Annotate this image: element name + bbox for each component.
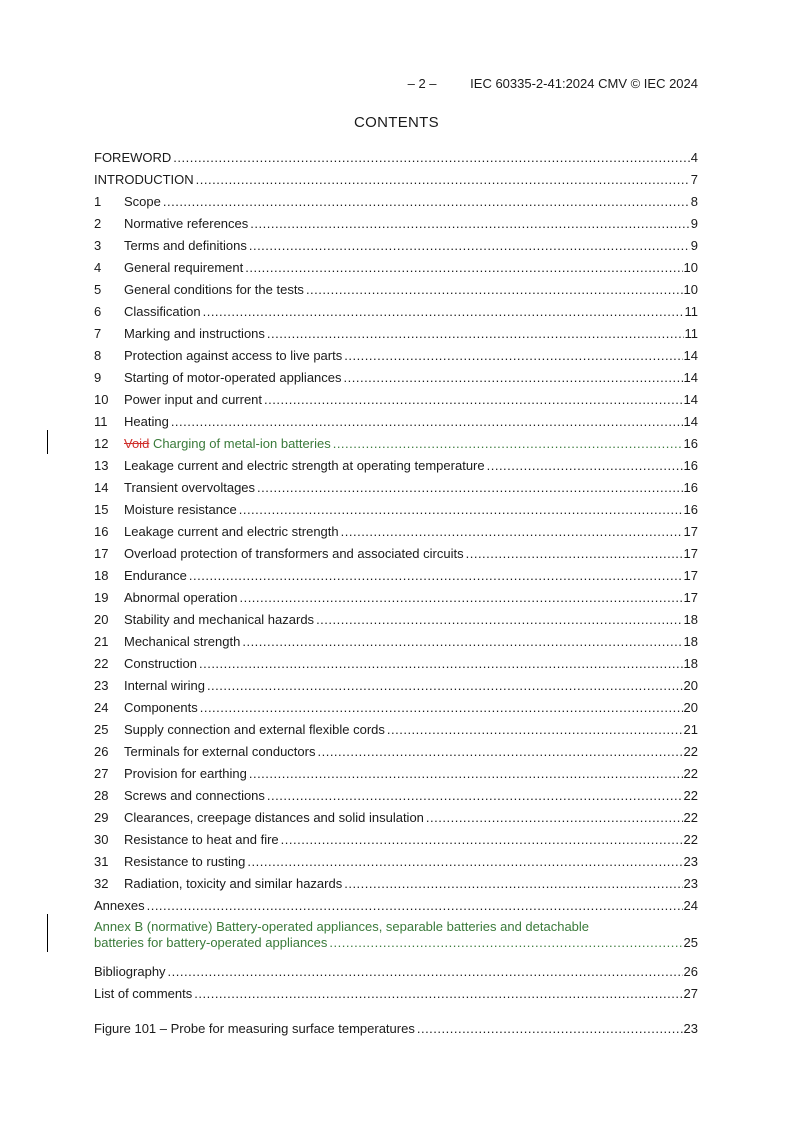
toc-entry[interactable] (94, 541, 698, 563)
toc-entry-title: Marking and instructions (124, 326, 265, 341)
toc-entry-number: 14 (94, 480, 109, 495)
toc-entry-title: Terms and definitions (124, 238, 247, 253)
toc-entry-number: 31 (94, 854, 109, 869)
dot-leader (257, 479, 683, 497)
toc-entry[interactable] (94, 211, 698, 233)
toc-entry-number: 5 (94, 282, 102, 297)
toc-entry-number: 7 (94, 326, 102, 341)
toc-entry-number: 17 (94, 546, 109, 561)
toc-entry-number: 19 (94, 590, 109, 605)
toc-entry-page: 20 (683, 678, 698, 693)
toc-entry-title: Endurance (124, 568, 187, 583)
toc-entry[interactable] (94, 849, 698, 871)
toc-entry-title: General requirement (124, 260, 244, 275)
dot-leader (466, 545, 683, 563)
document-reference: IEC 60335-2-41:2024 CMV © IEC 2024 (470, 76, 698, 91)
toc-entry-page: 14 (683, 348, 698, 363)
toc-entry-title: Transient overvoltages (124, 480, 256, 495)
toc-entry[interactable] (94, 519, 698, 541)
toc-entry-number: 12 (94, 436, 109, 451)
deleted-text: Void (124, 436, 150, 451)
dot-leader (264, 391, 683, 409)
toc-entry-page: 9 (690, 238, 698, 253)
toc-entry-title: Protection against access to live parts (124, 348, 343, 363)
toc-entry-page: 18 (683, 612, 698, 627)
toc-entry-number: 20 (94, 612, 109, 627)
running-header (96, 76, 698, 91)
toc-entry-page: 14 (683, 414, 698, 429)
dot-leader (267, 787, 683, 805)
toc-entry-page: 22 (683, 744, 698, 759)
toc-entry-page: 26 (683, 964, 698, 979)
inserted-text: Charging of metal-ion batteries (152, 436, 331, 451)
toc-entry-page: 18 (683, 656, 698, 671)
contents-heading: CONTENTS (354, 114, 439, 131)
toc-entry-page: 22 (683, 766, 698, 781)
toc-entry-title: INTRODUCTION (94, 172, 194, 187)
toc-entry-number: 6 (94, 304, 102, 319)
toc-entry-title: Annex B (normative) Battery-operated appliances, separable batteries and detachable (94, 919, 590, 934)
toc-entry-number: 22 (94, 656, 109, 671)
toc-entry-page: 7 (690, 172, 698, 187)
dot-leader (203, 303, 684, 321)
toc-entry-number: 21 (94, 634, 109, 649)
toc-entry-title: Resistance to heat and fire (124, 832, 279, 847)
dot-leader (173, 149, 689, 167)
dot-leader (239, 501, 683, 519)
toc-entry-page: 17 (683, 546, 698, 561)
dot-leader (426, 809, 683, 827)
toc-entry-title: Resistance to rusting (124, 854, 246, 869)
dot-leader (245, 259, 682, 277)
toc-entry[interactable] (94, 299, 698, 321)
toc-entry-page: 16 (683, 436, 698, 451)
dot-leader (196, 171, 690, 189)
toc-entry[interactable] (94, 585, 698, 607)
toc-entry-title-continued: batteries for battery-operated appliances (94, 935, 328, 950)
toc-entry[interactable] (94, 475, 698, 497)
toc-entry-title: Heating (124, 414, 169, 429)
toc-entry[interactable] (94, 981, 698, 1003)
dot-leader (239, 589, 682, 607)
toc-entry-page: 27 (683, 986, 698, 1001)
dot-leader (250, 215, 689, 233)
toc-entry[interactable] (94, 343, 698, 365)
dot-leader (417, 1020, 683, 1038)
toc-entry[interactable] (94, 563, 698, 585)
toc-entry-number: 28 (94, 788, 109, 803)
dot-leader (200, 699, 683, 717)
toc-entry[interactable] (94, 871, 698, 893)
dot-leader (171, 413, 683, 431)
toc-entry-number: 13 (94, 458, 109, 473)
toc-entry-title: Annexes (94, 898, 145, 913)
toc-entry-page: 23 (683, 854, 698, 869)
toc-entry[interactable] (94, 365, 698, 387)
toc-entry-title: Figure 101 – Probe for measuring surface temperatures (94, 1021, 415, 1036)
dot-leader (194, 985, 682, 1003)
toc-entry[interactable] (94, 673, 698, 695)
toc-entry[interactable] (94, 453, 698, 475)
dot-leader (317, 743, 682, 761)
figure-entry[interactable] (94, 1016, 698, 1038)
toc-entry[interactable] (94, 321, 698, 343)
toc-entry-title: Leakage current and electric strength at operating temperature (124, 458, 485, 473)
toc-entry-title: Provision for earthing (124, 766, 247, 781)
toc-entry-page: 14 (683, 392, 698, 407)
toc-entry-title: Internal wiring (124, 678, 205, 693)
toc-entry-title: Abnormal operation (124, 590, 238, 605)
toc-entry-page: 17 (683, 590, 698, 605)
dot-leader (163, 193, 690, 211)
toc-entry-page: 10 (683, 282, 698, 297)
toc-entry-number: 27 (94, 766, 109, 781)
toc-entry[interactable] (94, 695, 698, 717)
toc-entry-title: Construction (124, 656, 197, 671)
toc-entry-title: Classification (124, 304, 201, 319)
toc-entry-number: 1 (94, 194, 102, 209)
toc-entry-page: 21 (683, 722, 698, 737)
toc-entry[interactable] (94, 805, 698, 827)
toc-entry-page: 23 (683, 876, 698, 891)
toc-entry-title: Overload protection of transformers and associated circuits (124, 546, 464, 561)
toc-entry-title: Mechanical strength (124, 634, 241, 649)
toc-entry-title: List of comments (94, 986, 193, 1001)
dot-leader (341, 523, 683, 541)
toc-entry-number: 25 (94, 722, 109, 737)
dot-leader (387, 721, 683, 739)
toc-entry[interactable] (94, 167, 698, 189)
toc-entry[interactable] (94, 607, 698, 629)
toc-entry[interactable] (94, 893, 698, 915)
toc-entry[interactable] (94, 497, 698, 519)
dot-leader (249, 765, 683, 783)
toc-entry-title: Starting of motor-operated appliances (124, 370, 342, 385)
dot-leader (344, 875, 682, 893)
toc-entry-page: 17 (683, 568, 698, 583)
toc-entry-page: 8 (690, 194, 698, 209)
toc-entry-number: 10 (94, 392, 109, 407)
toc-entry-page: 16 (683, 480, 698, 495)
toc-entry[interactable] (94, 827, 698, 849)
dot-leader (316, 611, 682, 629)
toc-entry-page: 24 (683, 898, 698, 913)
toc-entry-number: 24 (94, 700, 109, 715)
toc-entry-page: 16 (683, 502, 698, 517)
dot-leader (344, 347, 682, 365)
toc-entry[interactable] (94, 739, 698, 761)
toc-entry-page: 10 (683, 260, 698, 275)
toc-entry-title: Components (124, 700, 198, 715)
toc-entry[interactable] (94, 959, 698, 981)
toc-entry-title: Scope (124, 194, 161, 209)
dot-leader (199, 655, 683, 673)
toc-entry-page: 17 (683, 524, 698, 539)
toc-entry-title: General conditions for the tests (124, 282, 304, 297)
toc-entry[interactable] (94, 761, 698, 783)
toc-entry-title: Radiation, toxicity and similar hazards (124, 876, 343, 891)
toc-entry-title: Moisture resistance (124, 502, 237, 517)
dot-leader (306, 281, 683, 299)
dot-leader (344, 369, 683, 387)
toc-entry[interactable] (94, 717, 698, 739)
toc-entry-number: 8 (94, 348, 102, 363)
toc-entry[interactable] (94, 277, 698, 299)
toc-entry-number: 11 (94, 414, 108, 429)
toc-entry[interactable] (94, 189, 698, 211)
toc-entry-page: 16 (683, 458, 698, 473)
toc-entry-page: 20 (683, 700, 698, 715)
page-number: – 2 – (407, 76, 437, 91)
dot-leader (329, 935, 683, 951)
toc-entry-annex-b[interactable] (94, 915, 698, 959)
toc-entry-title: Normative references (124, 216, 249, 231)
toc-entry-number: 23 (94, 678, 109, 693)
list-of-figures (94, 1016, 698, 1038)
table-of-contents (94, 145, 698, 1003)
toc-entry-page: 11 (684, 304, 698, 319)
toc-entry-title (124, 435, 333, 453)
toc-entry-number: 3 (94, 238, 102, 253)
toc-entry-number: 29 (94, 810, 109, 825)
toc-entry-number: 18 (94, 568, 109, 583)
dot-leader (249, 237, 690, 255)
dot-leader (247, 853, 682, 871)
toc-entry[interactable] (94, 409, 698, 431)
toc-entry[interactable] (94, 233, 698, 255)
change-bar (47, 914, 48, 952)
toc-entry-number: 32 (94, 876, 109, 891)
dot-leader (242, 633, 682, 651)
toc-entry-title: Clearances, creepage distances and solid insulation (124, 810, 424, 825)
dot-leader (281, 831, 683, 849)
toc-entry-title: Supply connection and external flexible cords (124, 722, 385, 737)
toc-entry[interactable] (94, 431, 698, 453)
toc-entry-page: 9 (690, 216, 698, 231)
dot-leader (267, 325, 684, 343)
toc-entry-page: 25 (683, 935, 698, 950)
toc-entry-page: 4 (690, 150, 698, 165)
toc-entry-page: 22 (683, 810, 698, 825)
toc-entry[interactable] (94, 783, 698, 805)
toc-entry-title: Stability and mechanical hazards (124, 612, 315, 627)
toc-entry-number: 9 (94, 370, 102, 385)
toc-entry-title: Terminals for external conductors (124, 744, 316, 759)
toc-entry-page: 23 (683, 1021, 698, 1036)
toc-entry[interactable] (94, 387, 698, 409)
toc-entry-title: Leakage current and electric strength (124, 524, 339, 539)
dot-leader (147, 897, 683, 915)
dot-leader (168, 963, 683, 981)
toc-entry-number: 2 (94, 216, 102, 231)
toc-entry-number: 16 (94, 524, 109, 539)
toc-entry-number: 15 (94, 502, 109, 517)
change-bar (47, 430, 48, 454)
toc-entry[interactable] (94, 651, 698, 673)
toc-entry-page: 22 (683, 832, 698, 847)
toc-entry-number: 26 (94, 744, 109, 759)
dot-leader (189, 567, 683, 585)
dot-leader (333, 435, 683, 453)
toc-entry-page: 22 (683, 788, 698, 803)
toc-entry-number: 30 (94, 832, 109, 847)
toc-entry-title: Screws and connections (124, 788, 265, 803)
toc-entry-page: 18 (683, 634, 698, 649)
toc-entry[interactable] (94, 629, 698, 651)
toc-entry-page: 11 (684, 326, 698, 341)
toc-entry-number: 4 (94, 260, 102, 275)
dot-leader (207, 677, 683, 695)
dot-leader (487, 457, 683, 475)
toc-entry-title: Power input and current (124, 392, 263, 407)
toc-entry-title: FOREWORD (94, 150, 172, 165)
toc-entry-page: 14 (683, 370, 698, 385)
toc-entry[interactable] (94, 255, 698, 277)
toc-entry[interactable] (94, 145, 698, 167)
toc-entry-title: Bibliography (94, 964, 166, 979)
